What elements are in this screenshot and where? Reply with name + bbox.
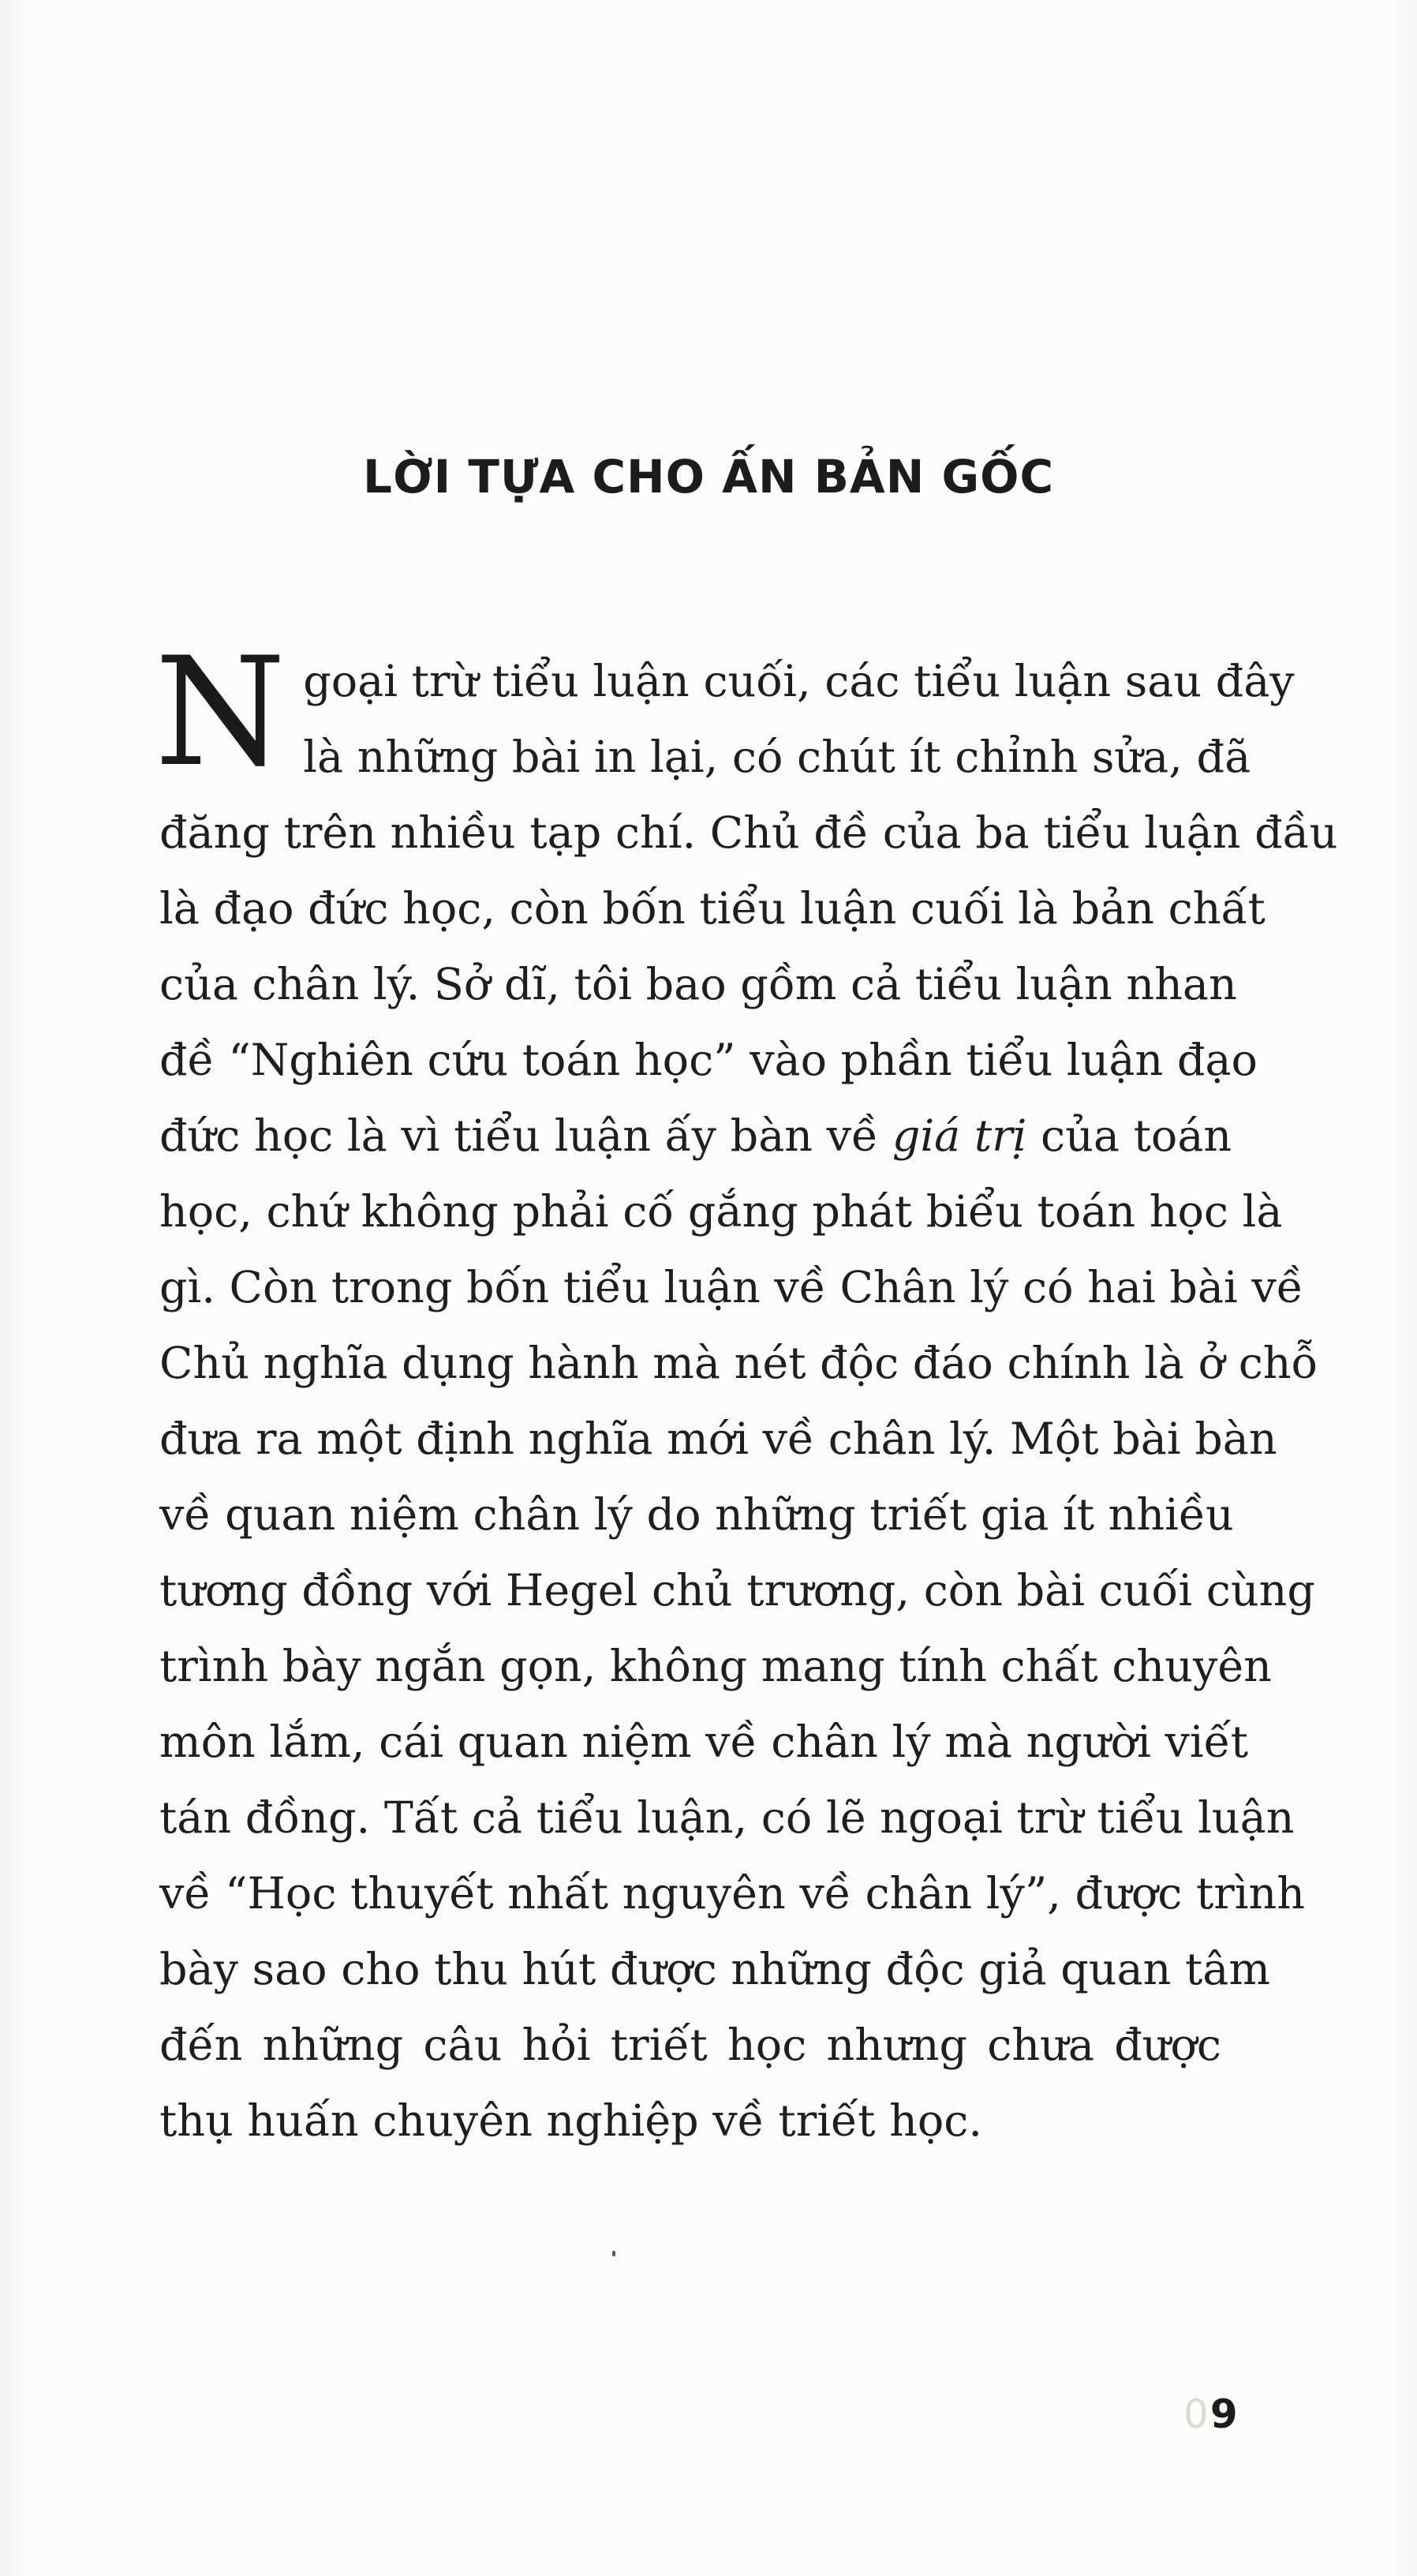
text-line: đề “Nghiên cứu toán học” vào phần tiểu luận đạo — [159, 1035, 1258, 1086]
text-segment: của toán — [1026, 1110, 1232, 1162]
paper-speck — [612, 2251, 615, 2256]
text-segment: đức học là vì tiểu luận ấy bàn về — [159, 1110, 892, 1162]
text-line: đưa ra một định nghĩa mới về chân lý. Một bài bàn — [159, 1413, 1277, 1465]
text-line: tương đồng với Hegel chủ trương, còn bài cuối cùng — [159, 1565, 1315, 1616]
drop-cap: N — [155, 625, 286, 799]
text-line: là đạo đức học, còn bốn tiểu luận cuối là bản chất — [159, 883, 1266, 934]
text-line: là những bài in lại, có chút ít chỉnh sửa, đã — [303, 732, 1251, 783]
text-line: về quan niệm chân lý do những triết gia ít nhiều — [159, 1489, 1234, 1541]
text-line: Chủ nghĩa dụng hành mà nét độc đáo chính là ở chỗ — [159, 1338, 1318, 1389]
text-line: trình bày ngắn gọn, không mang tính chất chuyên — [159, 1641, 1272, 1692]
text-line: môn lắm, cái quan niệm về chân lý mà người viết — [159, 1717, 1249, 1768]
text-line: đến những câu hỏi triết học nhưng chưa được — [159, 2020, 1221, 2071]
text-line: của chân lý. Sở dĩ, tôi bao gồm cả tiểu luận nhan — [159, 959, 1237, 1010]
text-line: về “Học thuyết nhất nguyên về chân lý”, được trình — [159, 1868, 1306, 1919]
text-line: đăng trên nhiều tạp chí. Chủ đề của ba tiểu luận đầu — [159, 807, 1338, 859]
text-line: tán đồng. Tất cả tiểu luận, có lẽ ngoại trừ tiểu luận — [159, 1792, 1295, 1844]
text-line: bày sao cho thu hút được những độc giả quan tâm — [159, 1944, 1270, 1995]
text-line: thụ huấn chuyên nghiệp về triết học. — [159, 2095, 982, 2147]
text-line — [159, 1099, 1232, 1174]
page-number — [1183, 2391, 1238, 2437]
emphasis-text: giá trị — [892, 1110, 1027, 1162]
preface-paragraph — [155, 625, 1338, 2159]
page-title: LỜI TỰA CHO ẤN BẢN GỐC — [362, 450, 1055, 504]
text-line: goại trừ tiểu luận cuối, các tiểu luận sau đây — [303, 656, 1295, 707]
page-number-value: 9 — [1209, 2391, 1238, 2437]
text-line: gì. Còn trong bốn tiểu luận về Chân lý có hai bài về — [159, 1262, 1303, 1313]
text-line: học, chứ không phải cố gắng phát biểu toán học là — [159, 1186, 1283, 1237]
page-number-ghost-digit: 0 — [1183, 2391, 1209, 2437]
